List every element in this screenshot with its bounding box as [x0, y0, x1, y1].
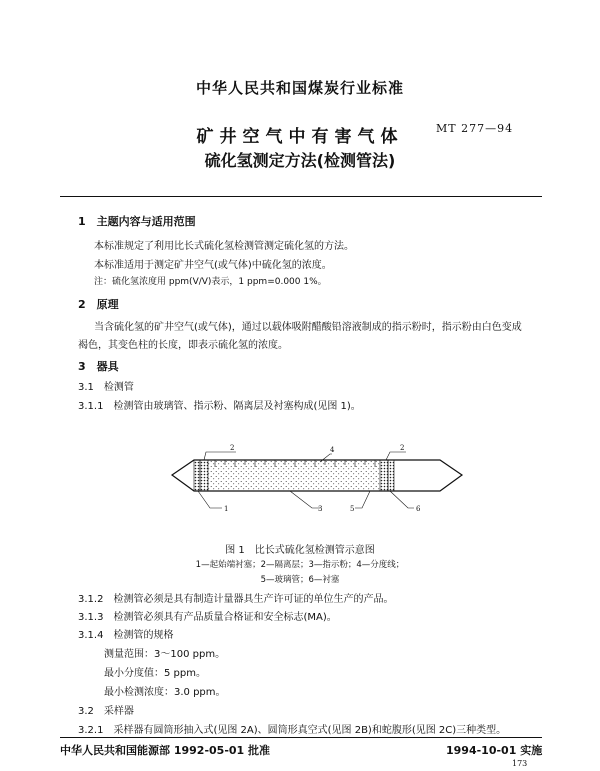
standard-number: MT 277—94	[436, 122, 514, 135]
figure-1-caption: 图 1 比长式硫化氢检测管示意图	[225, 545, 375, 556]
section-3-2-heading: 3.2 采样器	[78, 706, 134, 717]
indicator-powder	[208, 460, 380, 491]
header-divider	[60, 196, 542, 197]
approval-info: 中华人民共和国能源部 1992-05-01 批准	[60, 744, 271, 757]
separator-layer-left	[200, 460, 208, 491]
section-1-note: 注：硫化氢浓度用 ppm(V/V)表示，1 ppm=0.000 1%。	[94, 277, 327, 287]
footer-divider	[60, 737, 542, 738]
figure-1-legend-line-1: 1—起始端衬塞；2—隔离层；3—指示粉；4—分度线；	[195, 560, 405, 570]
callout-2-left: 2	[230, 444, 235, 452]
page-number: 173	[512, 759, 528, 768]
section-3-1-3: 3.1.3 检测管必须具有产品质量合格证和安全标志(MA)。	[78, 612, 337, 623]
start-plug	[194, 460, 200, 491]
callout-4: 4	[330, 446, 335, 454]
document-title-line1: 矿井空气中有害气体	[196, 127, 404, 147]
figure-1-legend-line-2: 5—玻璃管；6—衬塞	[260, 575, 340, 585]
section-3-1-4: 3.1.4 检测管的规格	[78, 630, 174, 641]
spec-measuring-range: 测量范围：3～100 ppm。	[104, 649, 226, 660]
section-1-heading: 1 主题内容与适用范围	[78, 215, 196, 228]
detector-tube-diagram	[170, 440, 470, 520]
ministry-standard-title: 中华人民共和国煤炭行业标准	[195, 79, 404, 97]
section-2-paragraph-2: 褐色，其变色柱的长度，即表示硫化氢的浓度。	[78, 340, 288, 351]
section-3-1-heading: 3.1 检测管	[78, 382, 134, 393]
section-1-paragraph-1: 本标准规定了利用比长式硫化氢检测管测定硫化氢的方法。	[94, 241, 354, 252]
spec-min-detection: 最小检测浓度：3.0 ppm。	[104, 687, 226, 698]
separator-layer-right	[380, 460, 388, 491]
section-2-paragraph-1: 当含硫化氢的矿井空气(或气体)，通过以载体吸附醋酸铅溶液制成的指示粉时，指示粉由白色变成	[94, 322, 522, 333]
callout-1: 1	[224, 505, 229, 513]
callout-2-right: 2	[400, 444, 405, 452]
effective-date: 1994-10-01 实施	[446, 744, 543, 757]
section-3-heading: 3 器具	[78, 360, 119, 373]
callout-5: 5	[350, 505, 355, 513]
section-3-2-1: 3.2.1 采样器有圆筒形抽入式(见图 2A)、圆筒形真空式(见图 2B)和蛇腹形(见图 2C)三种类型。	[78, 725, 507, 736]
end-plug	[388, 460, 394, 491]
callout-3: 3	[318, 505, 323, 513]
section-3-1-1: 3.1.1 检测管由玻璃管、指示粉、隔离层及衬塞构成(见图 1)。	[78, 401, 361, 412]
section-2-heading: 2 原理	[78, 298, 119, 311]
callout-6: 6	[416, 505, 421, 513]
section-1-paragraph-2: 本标准适用于测定矿井空气(或气体)中硫化氢的浓度。	[94, 260, 332, 271]
document-title-line2: 硫化氢测定方法(检测管法)	[204, 151, 396, 170]
spec-min-division: 最小分度值：5 ppm。	[104, 668, 206, 679]
section-3-1-2: 3.1.2 检测管必须是具有制造计量器具生产许可证的单位生产的产品。	[78, 594, 394, 605]
